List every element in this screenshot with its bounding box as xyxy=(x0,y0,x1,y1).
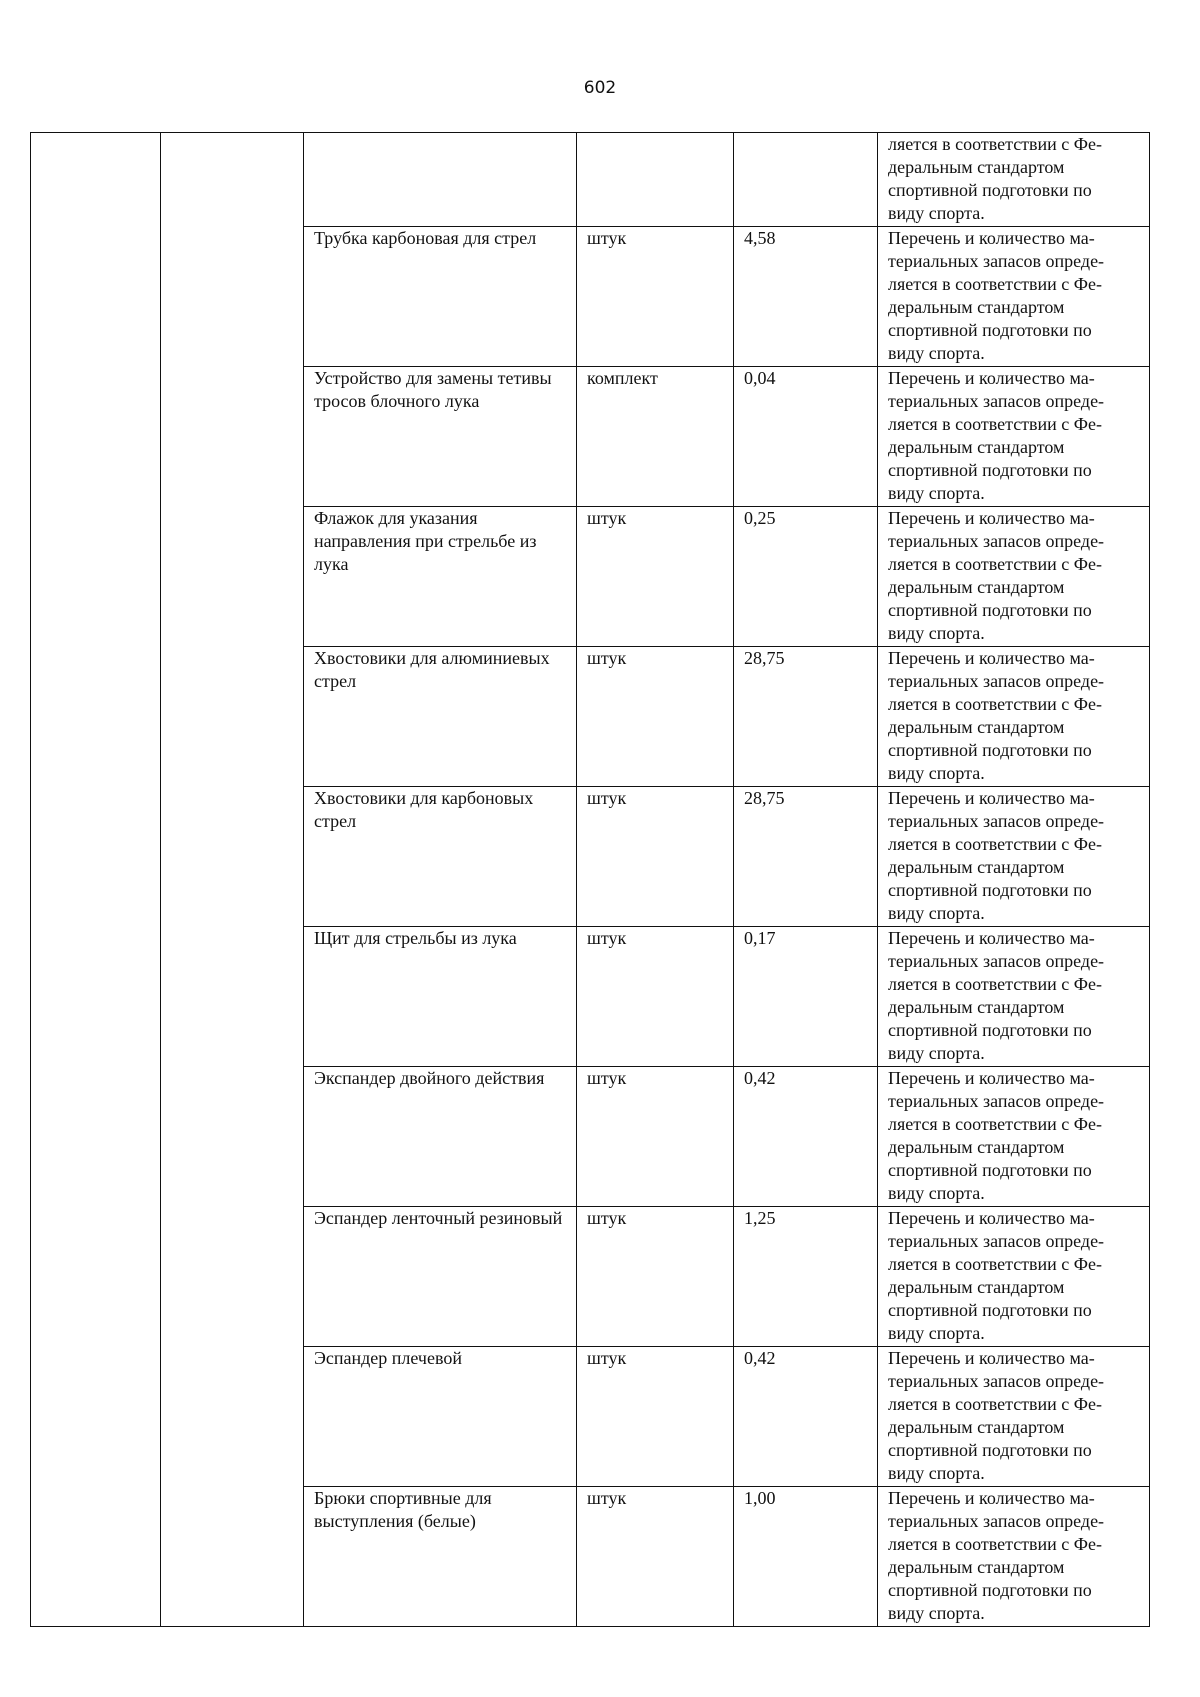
unit-cell: штук xyxy=(577,647,734,787)
quantity-cell: 0,25 xyxy=(734,507,878,647)
note-cell: Перечень и количество ма- териальных запасов опреде- ляется в соответствии с Фе- деральным стандартом спортивной подготовки по виду спорта. xyxy=(878,787,1150,927)
note-cell: Перечень и количество ма- териальных запасов опреде- ляется в соответствии с Фе- деральным стандартом спортивной подготовки по виду спорта. xyxy=(878,1067,1150,1207)
quantity-cell: 28,75 xyxy=(734,647,878,787)
note-cell: Перечень и количество ма- териальных запасов опреде- ляется в соответствии с Фе- деральным стандартом спортивной подготовки по виду спорта. xyxy=(878,1347,1150,1487)
unit-cell: штук xyxy=(577,227,734,367)
note-cell: Перечень и количество ма- териальных запасов опреде- ляется в соответствии с Фе- деральным стандартом спортивной подготовки по виду спорта. xyxy=(878,227,1150,367)
note-cell: Перечень и количество ма- териальных запасов опреде- ляется в соответствии с Фе- деральным стандартом спортивной подготовки по виду спорта. xyxy=(878,507,1150,647)
item-name-cell: Трубка карбоновая для стрел xyxy=(304,227,577,367)
quantity-cell: 1,00 xyxy=(734,1487,878,1627)
unit-cell: штук xyxy=(577,787,734,927)
note-cell: Перечень и количество ма- териальных запасов опреде- ляется в соответствии с Фе- деральным стандартом спортивной подготовки по виду спорта. xyxy=(878,647,1150,787)
item-name-cell: Эспандер ленточный резиновый xyxy=(304,1207,577,1347)
item-name-cell: Экспандер двойного действия xyxy=(304,1067,577,1207)
note-cell: Перечень и количество ма- териальных запасов опреде- ляется в соответствии с Фе- деральным стандартом спортивной подготовки по виду спорта. xyxy=(878,1487,1150,1627)
page-number: 602 xyxy=(583,78,617,98)
item-name-cell: Хвостовики для карбоновых стрел xyxy=(304,787,577,927)
equipment-table xyxy=(30,132,1150,1627)
empty-cell-col1 xyxy=(31,133,161,1627)
table-row-continuation xyxy=(31,133,1150,227)
unit-cell: штук xyxy=(577,1347,734,1487)
item-name-cell: Эспандер плечевой xyxy=(304,1347,577,1487)
item-name-cell xyxy=(304,133,577,227)
unit-cell: штук xyxy=(577,1067,734,1207)
quantity-cell: 1,25 xyxy=(734,1207,878,1347)
unit-cell: комплект xyxy=(577,367,734,507)
quantity-cell: 0,17 xyxy=(734,927,878,1067)
item-name-cell: Щит для стрельбы из лука xyxy=(304,927,577,1067)
unit-cell: штук xyxy=(577,507,734,647)
note-cell: Перечень и количество ма- териальных запасов опреде- ляется в соответствии с Фе- деральным стандартом спортивной подготовки по виду спорта. xyxy=(878,927,1150,1067)
quantity-cell: 0,04 xyxy=(734,367,878,507)
item-name-cell: Флажок для указания направления при стрельбе из лука xyxy=(304,507,577,647)
quantity-cell: 4,58 xyxy=(734,227,878,367)
item-name-cell: Брюки спортивные для выступления (белые) xyxy=(304,1487,577,1627)
item-name-cell: Хвостовики для алюминиевых стрел xyxy=(304,647,577,787)
quantity-cell: 0,42 xyxy=(734,1067,878,1207)
item-name-cell: Устройство для замены тетивы тросов блочного лука xyxy=(304,367,577,507)
note-cell: Перечень и количество ма- териальных запасов опреде- ляется в соответствии с Фе- деральным стандартом спортивной подготовки по виду спорта. xyxy=(878,1207,1150,1347)
note-cell: ляется в соответствии с Фе- деральным стандартом спортивной подготовки по виду спорта. xyxy=(878,133,1150,227)
quantity-cell xyxy=(734,133,878,227)
unit-cell xyxy=(577,133,734,227)
unit-cell: штук xyxy=(577,927,734,1067)
empty-cell-col2 xyxy=(161,133,304,1627)
unit-cell: штук xyxy=(577,1207,734,1347)
note-cell: Перечень и количество ма- териальных запасов опреде- ляется в соответствии с Фе- деральным стандартом спортивной подготовки по виду спорта. xyxy=(878,367,1150,507)
quantity-cell: 28,75 xyxy=(734,787,878,927)
unit-cell: штук xyxy=(577,1487,734,1627)
quantity-cell: 0,42 xyxy=(734,1347,878,1487)
